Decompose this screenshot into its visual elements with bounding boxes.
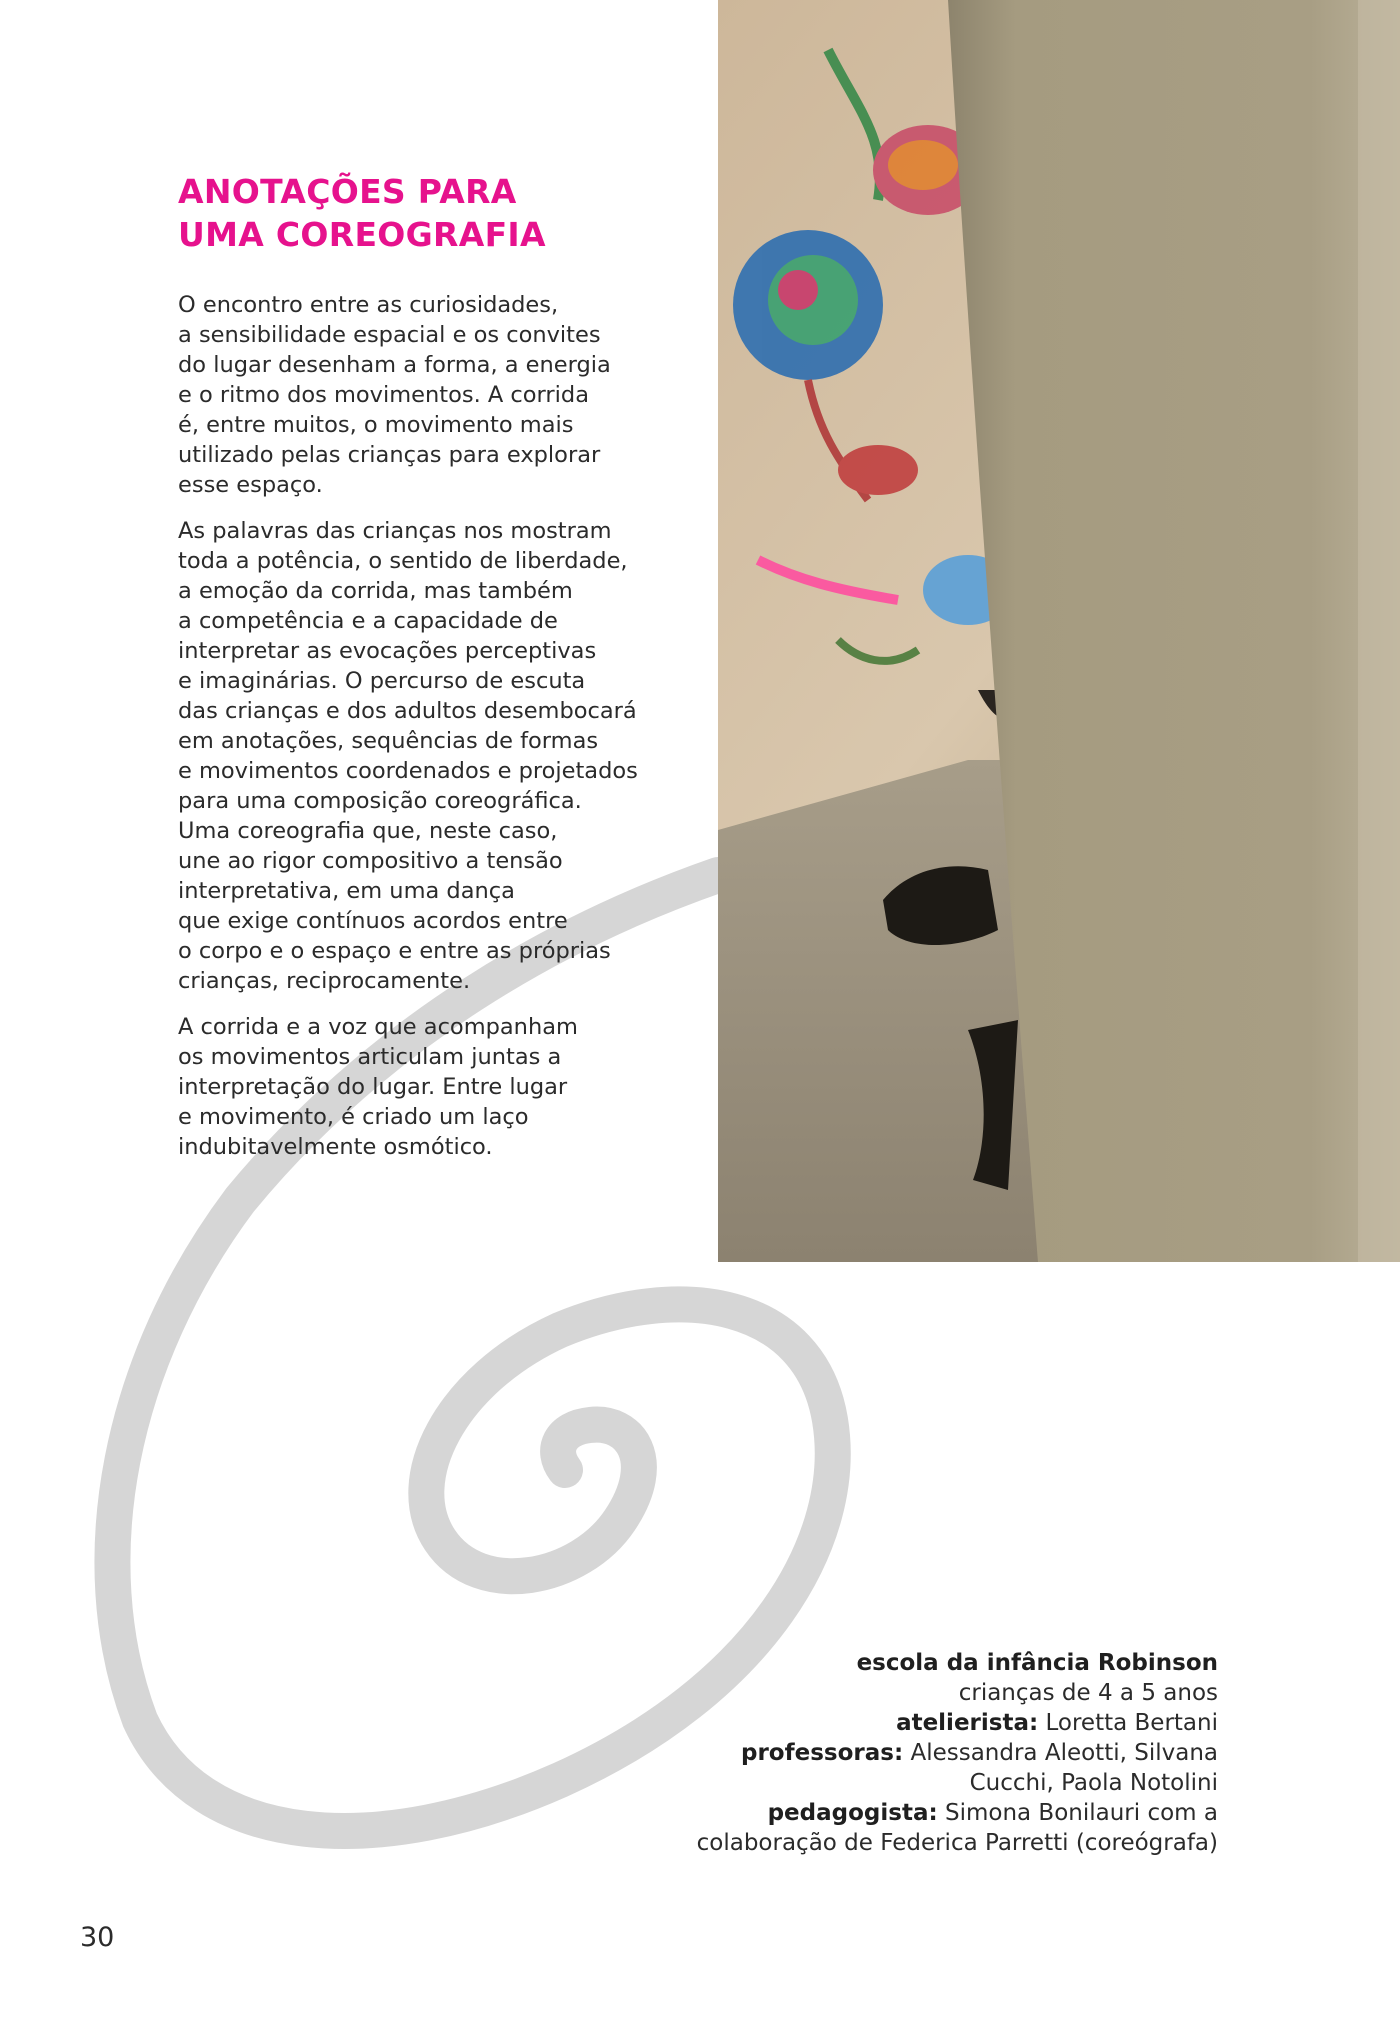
professoras-names: Alessandra Aleotti, Silvana [903, 1740, 1218, 1766]
photo-child-running [718, 0, 1400, 1262]
credits-pedagogista-line [598, 1798, 1218, 1828]
text-line: a competência e a capacidade de [178, 608, 558, 634]
credits-professoras-line-2 [598, 1768, 1218, 1798]
photo-image [718, 0, 1400, 1262]
text-line: A corrida e a voz que acompanham [178, 1014, 578, 1040]
text-line: utilizado pelas crianças para explorar [178, 442, 601, 468]
text-line: e o ritmo dos movimentos. A corrida [178, 382, 589, 408]
text-line: crianças, reciprocamente. [178, 968, 471, 994]
text-line: os movimentos articulam juntas a [178, 1044, 562, 1070]
credits-professoras-line [598, 1738, 1218, 1768]
text-line: que exige contínuos acordos entre [178, 908, 568, 934]
pedagogista-names: Simona Bonilauri com a [937, 1800, 1218, 1826]
paragraph-2 [178, 516, 698, 996]
credits-school-line [598, 1648, 1218, 1678]
pedagogista-names-cont: colaboração de Federica Parretti (coreógrafa) [696, 1830, 1218, 1856]
atelierista-name: Loretta Bertani [1038, 1710, 1218, 1736]
atelierista-label: atelierista: [896, 1710, 1039, 1736]
text-line: interpretativa, em uma dança [178, 878, 515, 904]
credits-ages-line [598, 1678, 1218, 1708]
text-line: e movimentos coordenados e projetados [178, 758, 638, 784]
text-line: une ao rigor compositivo a tensão [178, 848, 563, 874]
text-line: a sensibilidade espacial e os convites [178, 322, 601, 348]
title-line: ANOTAÇÕES PARA [178, 172, 517, 211]
page-number: 30 [80, 1922, 115, 1953]
article-text-column [178, 170, 698, 1178]
children-ages: crianças de 4 a 5 anos [958, 1680, 1218, 1706]
credits-block [598, 1648, 1218, 1858]
text-line: para uma composição coreográfica. [178, 788, 582, 814]
text-line: o corpo e o espaço e entre as próprias [178, 938, 611, 964]
text-line: das crianças e dos adultos desembocará [178, 698, 637, 724]
text-line: e imaginárias. O percurso de escuta [178, 668, 586, 694]
text-line: e movimento, é criado um laço [178, 1104, 529, 1130]
credits-pedagogista-line-2 [598, 1828, 1218, 1858]
text-line: Uma coreografia que, neste caso, [178, 818, 558, 844]
text-line: do lugar desenham a forma, a energia [178, 352, 611, 378]
paragraph-1 [178, 290, 698, 500]
text-line: esse espaço. [178, 472, 323, 498]
text-line: em anotações, sequências de formas [178, 728, 599, 754]
text-line: O encontro entre as curiosidades, [178, 292, 559, 318]
text-line: interpretar as evocações perceptivas [178, 638, 597, 664]
paragraph-3 [178, 1012, 698, 1162]
text-line: é, entre muitos, o movimento mais [178, 412, 574, 438]
text-line: toda a potência, o sentido de liberdade, [178, 548, 628, 574]
title-line: UMA COREOGRAFIA [178, 215, 546, 254]
section-title [178, 170, 698, 256]
professoras-names-cont: Cucchi, Paola Notolini [969, 1770, 1218, 1796]
text-line: As palavras das crianças nos mostram [178, 518, 612, 544]
credits-atelierista-line [598, 1708, 1218, 1738]
text-line: a emoção da corrida, mas também [178, 578, 573, 604]
text-line: indubitavelmente osmótico. [178, 1134, 493, 1160]
text-line: interpretação do lugar. Entre lugar [178, 1074, 568, 1100]
professoras-label: professoras: [741, 1740, 904, 1766]
school-name: escola da infância Robinson [856, 1650, 1218, 1676]
pedagogista-label: pedagogista: [767, 1800, 938, 1826]
